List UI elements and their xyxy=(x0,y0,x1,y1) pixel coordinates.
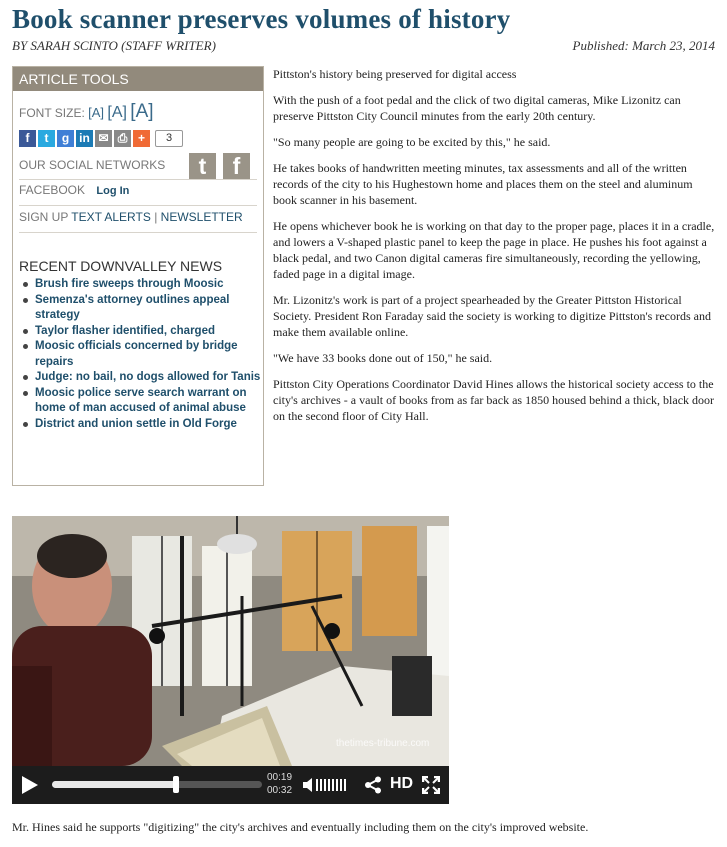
login-link[interactable]: Log In xyxy=(96,185,130,197)
article-tools-header: ARTICLE TOOLS xyxy=(13,67,263,91)
article-paragraph: Pittston City Operations Coordinator David Hines allows the historical society access to the city's archives - a vault of books from as far back as 1850 housed behind a thick, black door on the second floor of City Hall. xyxy=(273,377,715,423)
news-item[interactable]: Taylor flasher identified, charged xyxy=(19,324,261,340)
twitter-social-icon[interactable]: t xyxy=(189,153,216,180)
font-size-large-button[interactable]: [A] xyxy=(130,101,154,122)
published-date: Published: March 23, 2014 xyxy=(572,38,715,53)
facebook-icon[interactable]: f xyxy=(19,130,36,147)
news-item[interactable]: Moosic police serve search warrant on home of man accused of animal abuse xyxy=(19,386,261,417)
facebook-social-icon[interactable]: f xyxy=(223,153,250,180)
video-controls xyxy=(12,766,449,804)
divider xyxy=(19,205,257,206)
seek-bar[interactable] xyxy=(52,781,262,788)
video-watermark: thetimes-tribune.com xyxy=(336,738,430,749)
headline: Book scanner preserves volumes of history xyxy=(12,4,511,34)
recent-news-title: RECENT DOWNVALLEY NEWS xyxy=(19,258,223,274)
signup-label: SIGN UP xyxy=(19,210,69,224)
byline: BY SARAH SCINTO (STAFF WRITER) xyxy=(12,38,216,53)
email-icon[interactable]: ✉ xyxy=(95,130,112,147)
video-player[interactable] xyxy=(12,516,449,804)
seek-handle[interactable] xyxy=(173,776,179,793)
article-paragraph: Pittston's history being preserved for digital access xyxy=(273,67,517,81)
font-size-medium-button[interactable]: [A] xyxy=(107,104,127,121)
more-share-icon[interactable]: + xyxy=(133,130,150,147)
text-alerts-link[interactable]: TEXT ALERTS xyxy=(71,210,151,224)
news-item[interactable]: Brush fire sweeps through Moosic xyxy=(19,277,261,293)
social-networks-label: OUR SOCIAL NETWORKS xyxy=(19,158,166,172)
divider xyxy=(19,232,257,233)
seek-progress xyxy=(52,781,176,788)
facebook-label: FACEBOOK xyxy=(19,183,86,197)
newsletter-link[interactable]: NEWSLETTER xyxy=(160,210,243,224)
news-item[interactable]: Moosic officials concerned by bridge repairs xyxy=(19,339,261,370)
volume-icon[interactable] xyxy=(303,776,351,794)
facebook-row xyxy=(19,183,129,197)
news-item[interactable]: District and union settle in Old Forge xyxy=(19,417,261,433)
duration: 00:32 xyxy=(267,785,293,796)
article-paragraph: "So many people are going to be excited by this," he said. xyxy=(273,135,551,149)
article-body xyxy=(273,66,719,434)
video-frame[interactable] xyxy=(12,516,449,766)
font-size-small-button[interactable]: [A] xyxy=(88,105,105,120)
share-row xyxy=(19,130,183,147)
fullscreen-icon[interactable] xyxy=(422,776,440,794)
article-paragraph: "We have 33 books done out of 150," he said. xyxy=(273,351,493,365)
print-icon[interactable]: ⎙ xyxy=(114,130,131,147)
recent-news-list xyxy=(19,277,261,432)
article-paragraph: With the push of a foot pedal and the click of two digital cameras, Mike Lizonitz can preserve Pittston City Council minutes from the early 20th century. xyxy=(273,93,681,123)
play-icon[interactable] xyxy=(22,776,38,794)
current-time: 00:19 xyxy=(267,772,293,783)
article-tools-panel xyxy=(12,66,264,486)
signup-row xyxy=(19,210,243,224)
article-paragraph: Mr. Lizonitz's work is part of a project spearheaded by the Greater Pittston Historical Society. President Ron Faraday said the society is working to digitize Pittston's records and make them available online. xyxy=(273,293,711,339)
twitter-icon[interactable]: t xyxy=(38,130,55,147)
divider-pipe: | xyxy=(154,210,158,224)
share-count: 3 xyxy=(155,130,183,147)
share-icon[interactable] xyxy=(364,776,382,794)
divider xyxy=(19,179,257,180)
linkedin-icon[interactable]: in xyxy=(76,130,93,147)
article-paragraph: He takes books of handwritten meeting minutes, tax assessments and all of the written records of the city to his Hughestown home and places them on the steel and aluminum book scanner in his basement. xyxy=(273,161,693,207)
news-item[interactable]: Semenza's attorney outlines appeal strategy xyxy=(19,293,261,324)
hd-button[interactable]: HD xyxy=(390,775,414,792)
news-item[interactable]: Judge: no bail, no dogs allowed for Tanis xyxy=(19,370,261,386)
article-paragraph: He opens whichever book he is working on that day to the proper page, places it in a cradle, and lowers a V-shaped plastic panel to keep the page in place. He pushes his foot against a black pedal, and two Canon digital cameras fire simultaneously, recording the yellowing, faded page in a digital image. xyxy=(273,219,715,281)
font-size-row xyxy=(19,101,154,123)
closing-paragraph: Mr. Hines said he supports "digitizing" the city's archives and eventually including them on the city's improved website. xyxy=(12,820,589,834)
font-size-label: FONT SIZE: xyxy=(19,106,85,120)
google-plus-icon[interactable]: g xyxy=(57,130,74,147)
